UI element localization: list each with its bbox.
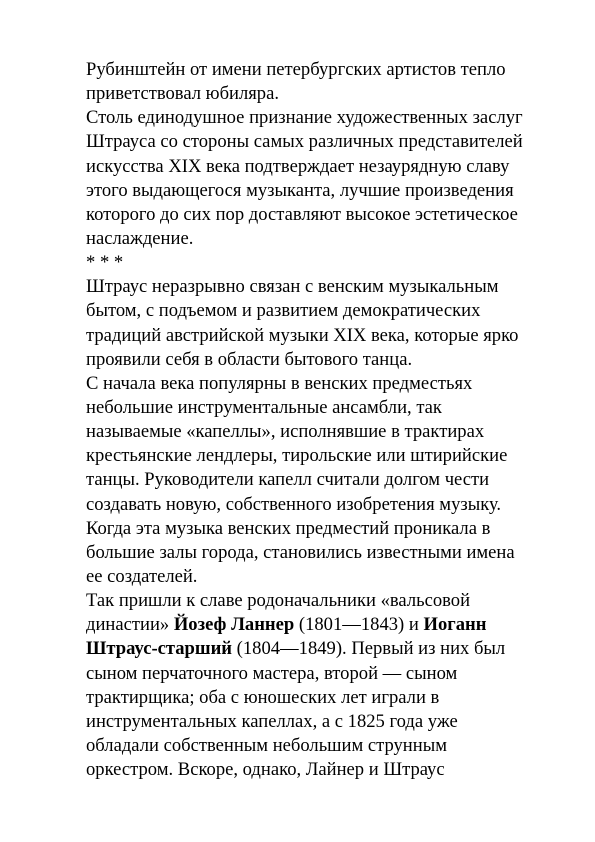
text-line: С начала века популярны в венских предместьях [86, 372, 473, 394]
text-line: инструментальных капеллах, а с 1825 года уже [86, 710, 458, 732]
text-line: Штраус неразрывно связан с венским музыкальным [86, 276, 499, 298]
text-line: проявили себя в области бытового танца. [86, 348, 413, 370]
dynasty-line [86, 613, 566, 637]
text-line: ее создателей. [86, 565, 198, 587]
text-line: Столь единодушное признание художественных заслуг [86, 107, 523, 129]
text-line: искусства XIX века подтверждает незаурядную славу [86, 155, 510, 177]
strauss-line [86, 637, 566, 661]
text-line: традиций австрийской музыки XIX века, которые ярко [86, 324, 519, 346]
text-line: небольшие инструментальные ансамбли, так [86, 396, 442, 418]
body-text [86, 58, 566, 782]
text-line: создавать новую, собственного изобретения музыку. [86, 493, 502, 515]
text-line: оркестром. Вскоре, однако, Лайнер и Штраус [86, 759, 445, 781]
text-line: сыном перчаточного мастера, второй — сыном [86, 662, 458, 684]
text-line: обладали собственным небольшим струнным [86, 734, 447, 756]
text-line: которого до сих пор доставляют высокое эстетическое [86, 203, 518, 225]
text-line: Штрауса со стороны самых различных представителей [86, 131, 523, 153]
text-line: Рубинштейн от имени петербургских артистов тепло [86, 59, 506, 80]
name-johann: Иоганн [423, 614, 487, 636]
strauss-dates: (1804—1849). Первый из них был [232, 638, 506, 660]
text-line: бытом, с подъемом и развитием демократических [86, 300, 481, 322]
text-line: Когда эта музыка венских предместий проникала в [86, 517, 491, 539]
text-line: крестьянские лендлеры, тирольские или штирийские [86, 445, 508, 467]
text-line: называемые «капеллы», исполнявшие в трактирах [86, 421, 485, 443]
section-separator: * * * [86, 252, 124, 274]
text-line: Так пришли к славе родоначальники «вальсовой [86, 590, 471, 612]
name-strauss-senior: Штраус-старший [86, 638, 233, 660]
text-line: большие залы города, становились известными имена [86, 541, 515, 563]
text-line: танцы. Руководители капелл считали долгом чести [86, 469, 490, 491]
text-line: трактирщика; оба с юношеских лет играли в [86, 686, 440, 708]
dynasty-prefix: династии» [86, 614, 174, 636]
dynasty-dates: (1801—1843) и [294, 614, 424, 636]
name-lanner: Йозеф Ланнер [173, 614, 295, 636]
text-line: наслаждение. [86, 227, 194, 249]
text-line: этого выдающегося музыканта, лучшие произведения [86, 179, 514, 201]
text-line: приветствовал юбиляра. [86, 83, 280, 105]
